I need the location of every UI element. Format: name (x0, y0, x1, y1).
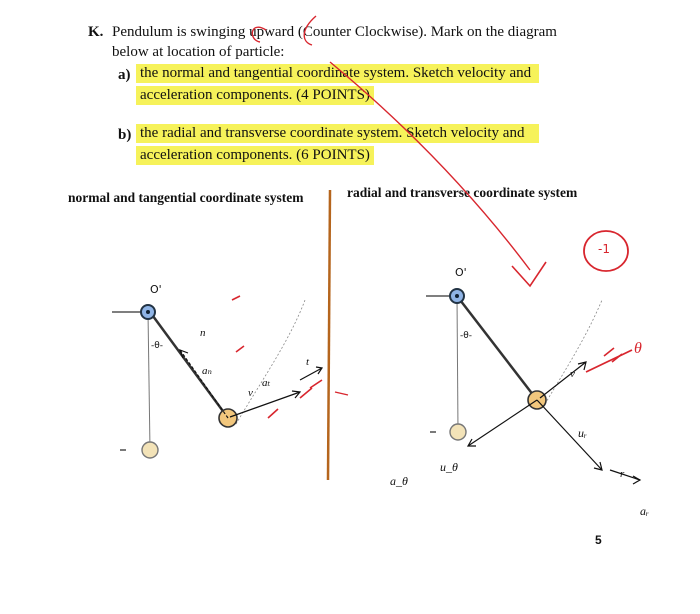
part-b-line-2: acceleration components. (6 POINTS) (136, 146, 374, 165)
right-hw-ar: aᵣ (640, 504, 649, 518)
right-hw-r: r (620, 468, 625, 480)
part-b-label: b) (118, 127, 132, 143)
left-pivot-label: O' (150, 283, 162, 296)
question-line-2: below at location of particle: (112, 44, 285, 60)
part-a-line-2: acceleration components. (4 POINTS) (136, 86, 374, 105)
question-line-1: Pendulum is swinging upward (Counter Clockwise). Mark on the diagram (112, 24, 557, 40)
left-hw-at: aₜ (262, 377, 271, 389)
red-pen-stroke (252, 16, 530, 270)
right-diagram-heading: radial and transverse coordinate system (347, 185, 578, 200)
score-deduction: -1 (598, 242, 610, 256)
question-label: K. (88, 24, 104, 40)
left-hw-v: v (248, 387, 253, 399)
red-check-mark (512, 262, 546, 286)
left-hw-n: n (200, 327, 206, 339)
center-divider (328, 190, 330, 480)
left-diagram-heading: normal and tangential coordinate system (68, 190, 304, 205)
right-rest-ball (450, 424, 466, 440)
left-rest-ball (142, 442, 158, 458)
right-pivot-label: O' (455, 266, 467, 279)
left-rod (150, 312, 228, 418)
right-angle-label: -θ- (460, 331, 473, 341)
left-hw-t: t (306, 356, 310, 368)
part-b-line-1: the radial and transverse coordinate system. Sketch velocity and (136, 124, 539, 143)
part-a-line-1: the normal and tangential coordinate system. Sketch velocity and (136, 64, 539, 83)
left-pendulum (112, 296, 348, 458)
left-hw-an: aₙ (202, 365, 212, 377)
right-hw-utheta: u_θ (440, 460, 458, 474)
right-hw-atheta: a_θ (390, 474, 408, 488)
right-hw-ur: uᵣ (578, 426, 587, 440)
right-hw-v: v (570, 368, 575, 380)
part-a-label: a) (118, 67, 131, 83)
left-angle-label: -θ- (151, 341, 164, 351)
right-hw-theta: θ (634, 340, 642, 357)
page-number: 5 (595, 533, 602, 547)
right-rod (457, 296, 537, 400)
